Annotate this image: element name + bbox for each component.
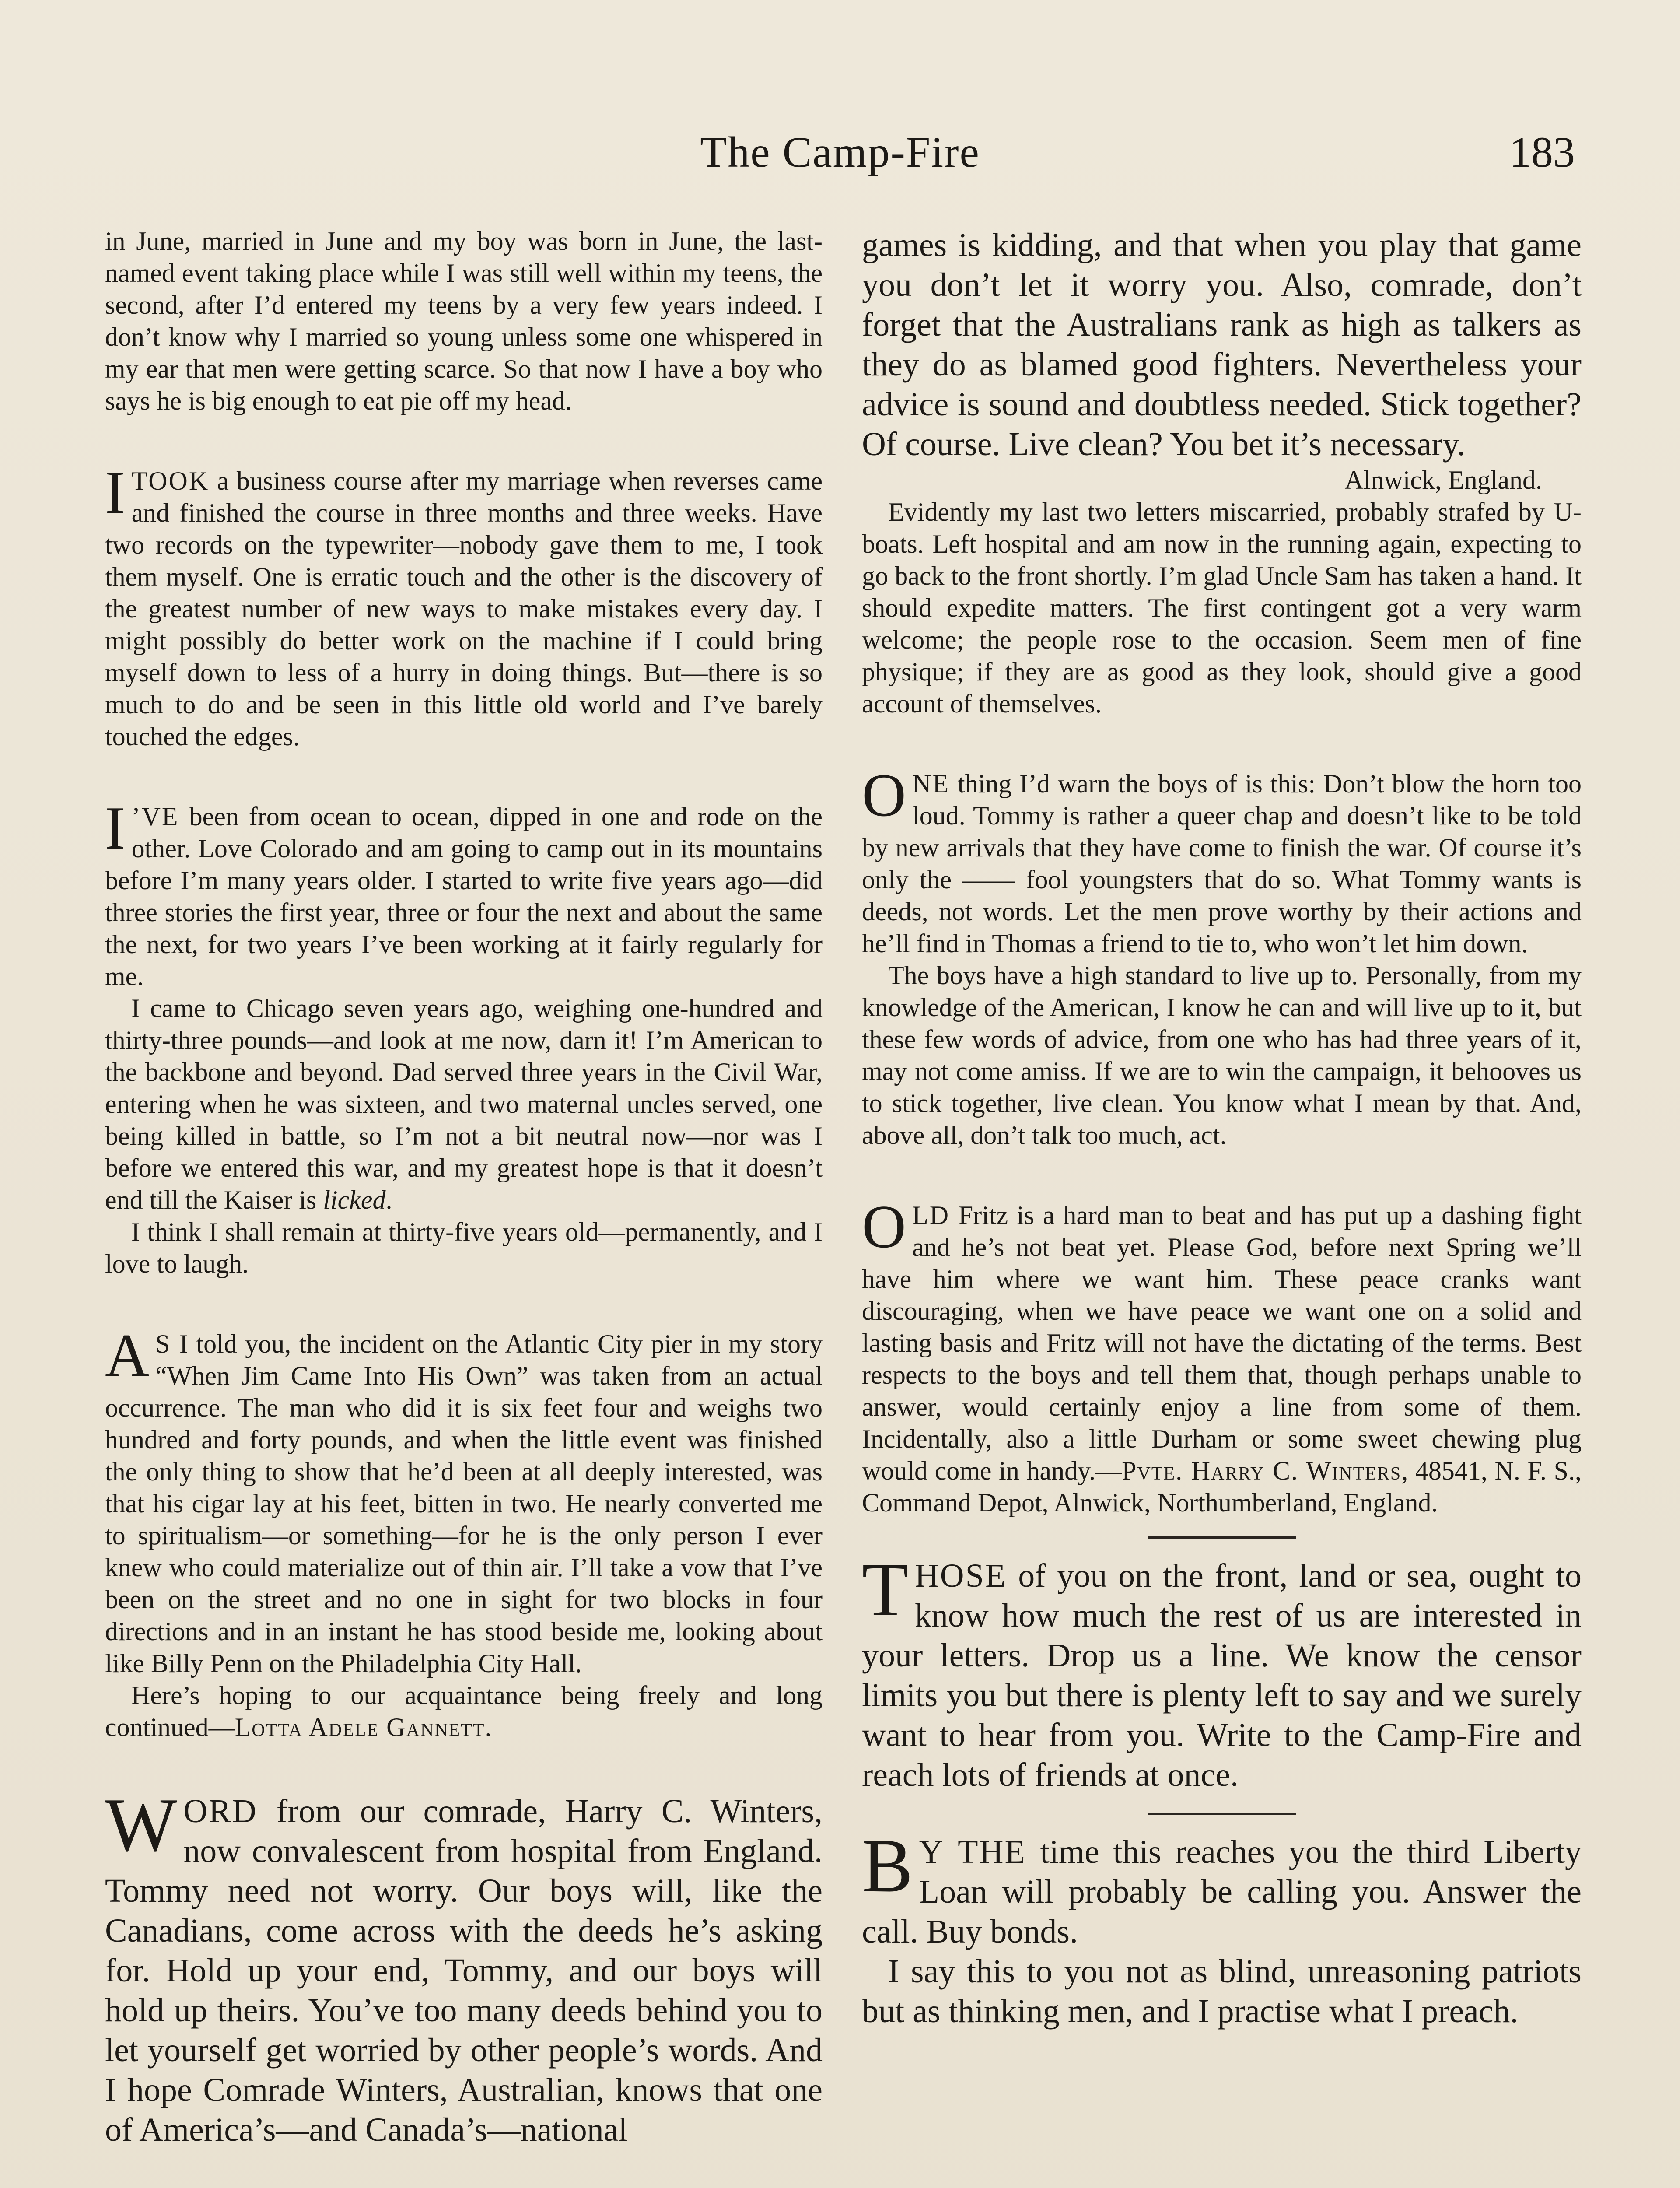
page-number: 183 bbox=[1509, 128, 1575, 176]
paragraph bbox=[105, 459, 822, 753]
paragraph bbox=[862, 1547, 1582, 1795]
dateline-place: Alnwick, England. bbox=[1344, 466, 1542, 494]
paragraph bbox=[862, 761, 1582, 960]
paragraph: The boys have a high standard to live up to. Personally, from my knowledge of the American, I know he can and will live up to it, but these few words of advice, from one who has had three years of it, may not come amiss. If we are to win the campaign, it behooves us to stick together, live clean. You know what I mean by that. And, above all, don’t talk too much, act. bbox=[862, 961, 1582, 1150]
lead-in-caps: TOOK bbox=[131, 466, 210, 495]
lead-in-caps: HOSE bbox=[914, 1557, 1007, 1594]
paragraph bbox=[105, 794, 822, 992]
paragraph: in June, married in June and my boy was born in June, the last-named event taking place while I was still well within my teens, the second, after I’d entered my teens by a very few years indeed. I don’t know why I married so young unless some one whispered in my ear that men were getting scarce. So that now I have a boy who says he is big enough to eat pie off my head. bbox=[105, 227, 822, 415]
lead-in-caps: ’VE bbox=[131, 802, 179, 831]
drop-cap: I bbox=[105, 794, 126, 862]
paragraph-text: I came to Chicago seven years ago, weighing one-hundred and thirty-three pounds—and look at me now, darn it! I’m American to the backbone and beyond. Dad served three years in the Civil War, entering when he was sixteen, and two maternal uncles served, one being killed in battle, so I’m not a bit neutral now—nor was I before we entered this war, and my greatest hope is that it doesn’t end till the Kaiser is bbox=[105, 994, 822, 1214]
section-divider bbox=[1148, 1813, 1296, 1815]
paragraph bbox=[105, 1322, 822, 1680]
letter-section-6 bbox=[862, 1193, 1582, 1519]
drop-cap: B bbox=[862, 1823, 913, 1908]
paragraph-text: of you on the front, land or sea, ought to know how much the rest of us are interested in your letters. Drop us a line. We know the censor limits you but there is plenty left to say and we surely want to hear from you. Write to the Camp-Fire and reach lots of friends at once. bbox=[862, 1557, 1582, 1793]
paragraph-text: Fritz is a hard man to beat and has put up a dashing fight and he’s not beat yet. Please God, before next Spring we’ll have him where we want him. These peace cranks want discouraging, when we have peace we want one on a solid and lasting basis and Fritz will not have the dictating of the terms. Best respects to the boys and tell them that, though perhaps unable to answer, would certainly enjoy a line from some of them. Incidentally, also a little Durham or some sweet chewing plug would come in handy.— bbox=[862, 1201, 1582, 1485]
author-address: , 48541, N. F. S., Command Depot, Alnwick, Northumberland, England. bbox=[862, 1456, 1582, 1517]
drop-cap: A bbox=[105, 1322, 150, 1389]
paragraph-text: Here’s hoping to our acquaintance being freely and long continued— bbox=[105, 1681, 822, 1742]
editor-note-letters bbox=[862, 1547, 1582, 1795]
right-column bbox=[862, 225, 1582, 2031]
drop-cap: T bbox=[862, 1547, 909, 1632]
paragraph bbox=[105, 992, 822, 1216]
letter-section-2 bbox=[105, 459, 822, 753]
editor-note-liberty-loan bbox=[862, 1823, 1582, 2031]
paragraph: games is kidding, and that when you play that game you don’t let it worry you. Also, comrade, don’t forget that the Australians rank as high as talkers as they do as blamed good fighters. Nevertheless your advice is sound and doubtless needed. Stick together? Of course. Live clean? You bet it’s necessary. bbox=[862, 227, 1582, 463]
letter-section-1 bbox=[105, 225, 822, 417]
drop-cap: I bbox=[105, 459, 126, 526]
paragraph-text: from our comrade, Harry C. Winters, now convalescent from hospital from England. Tommy need not worry. Our boys will, like the Canadians, come across with the deeds he’s asking for. Hold up your end, Tommy, and our boys will hold up theirs. You’ve too many deeds behind you to let yourself get worried by other people’s words. And I hope Comrade Winters, Australian, knows that one of America’s—and Canada’s—national bbox=[105, 1793, 822, 2148]
letter-section-4 bbox=[105, 1322, 822, 1743]
author-signature: Pvte. Harry C. Winters bbox=[1122, 1456, 1402, 1485]
lead-in-caps: LD bbox=[912, 1201, 950, 1230]
paragraph-text: been from ocean to ocean, dipped in one and rode on the other. Love Colorado and am going to camp out in its mountains before I’m many years older. I started to write five years ago—did three stories the first year, three or four the next and about the same the next, for two years I’ve been working at it fairly regularly for me. bbox=[105, 802, 822, 991]
paragraph-text: thing I’d warn the boys of is this: Don’t blow the horn too loud. Tommy is rather a queer chap and doesn’t like to be told by new arrivals that they have come to finish the war. Of course it’s only the —— fool youngsters that do so. What Tommy wants is deeds, not words. Let the men prove worthy by their actions and he’ll find in Thomas a friend to tie to, who won’t let him down. bbox=[862, 769, 1582, 958]
paragraph bbox=[862, 1193, 1582, 1519]
lead-in-caps: S bbox=[155, 1329, 172, 1358]
paragraph-text: time this reaches you the third Liberty Loan will probably be calling you. Answer the call. Buy bonds. bbox=[862, 1834, 1582, 1950]
page-header bbox=[105, 109, 1575, 197]
lead-in-caps: NE bbox=[912, 769, 950, 798]
drop-cap: W bbox=[105, 1782, 178, 1867]
letter-section-5 bbox=[862, 761, 1582, 1151]
drop-cap: O bbox=[862, 761, 906, 829]
italic-word: licked bbox=[323, 1185, 386, 1214]
paragraph: I say this to you not as blind, unreasoning patriots but as thinking men, and I practise what I preach. bbox=[862, 1953, 1582, 2030]
paragraph-text: a business course after my marriage when reverses came and finished the course in three months and three weeks. Have two records on the typewriter—nobody gave them to me, I took them myself. One is erratic touch and the other is the discovery of the greatest number of new ways to make mistakes every day. I might possibly do better work on the machine if I could bring myself down to less of a hurry in doing things. But—there is so much to do and be seen in this little old world and I’ve barely touched the edges. bbox=[105, 466, 822, 751]
author-signature: Lotta Adele Gannett. bbox=[234, 1713, 493, 1742]
left-column bbox=[105, 225, 822, 2150]
running-head: The Camp-Fire bbox=[700, 128, 980, 176]
drop-cap: O bbox=[862, 1193, 906, 1261]
letter-section-3 bbox=[105, 794, 822, 1280]
punctuation: . bbox=[385, 1185, 392, 1214]
paragraph-text: I told you, the incident on the Atlantic City pier in my story “When Jim Came Into His Own” was taken from an actual occurrence. The man who did it is six feet four and weighs two hundred and forty pounds, and when the little event was finished the only thing to show that he’d been at all deeply interested, was that his cigar lay at his feet, bitten in two. He nearly converted me to spiritualism—or something—for he is the only person I ever knew who could materialize out of thin air. I’ll take a vow that I’ve been on the street and no one in sight for two blocks in four directions and in an instant he has stood beside me, looking about like Billy Penn on the Philadelphia City Hall. bbox=[105, 1329, 822, 1678]
editor-comment-continued bbox=[862, 225, 1582, 464]
paragraph bbox=[105, 1782, 822, 2150]
lead-in-caps: ORD bbox=[183, 1793, 258, 1830]
paragraph bbox=[862, 1823, 1582, 1952]
paragraph: Evidently my last two letters miscarried, probably strafed by U-boats. Left hospital and am now in the running again, expecting to go back to the front shortly. I’m glad Uncle Sam has taken a hand. It should expedite matters. The first contingent got a very warm welcome; the people rose to the occasion. Seem men of fine physique; if they are as good as they look, should give a good account of themselves. bbox=[862, 498, 1582, 718]
paragraph: I think I shall remain at thirty-five years old—permanently, and I love to laugh. bbox=[105, 1217, 822, 1278]
section-divider bbox=[1148, 1536, 1296, 1539]
editor-comment bbox=[105, 1782, 822, 2150]
lead-in-caps: Y THE bbox=[919, 1834, 1026, 1870]
paragraph bbox=[105, 1680, 822, 1743]
